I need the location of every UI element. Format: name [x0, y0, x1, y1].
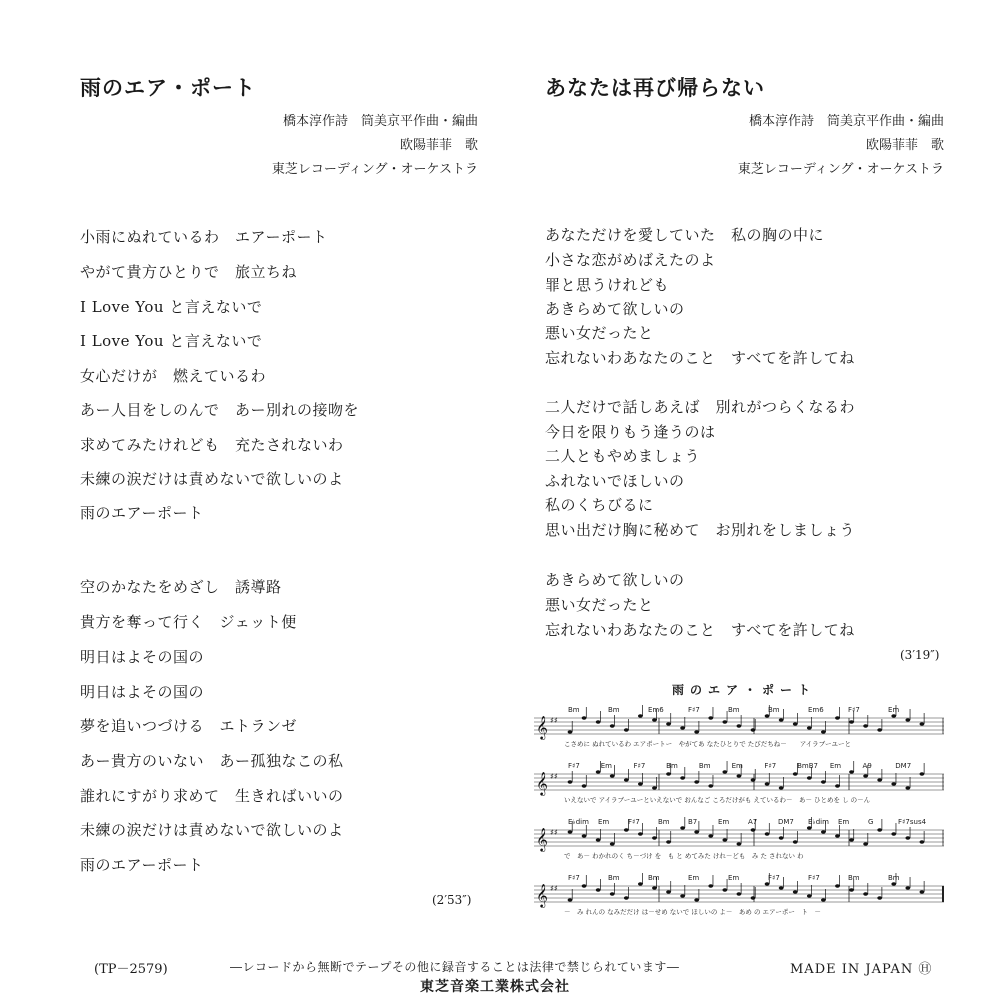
note-head	[694, 780, 699, 783]
lyric-line: 空のかなたをめざし 誘導路	[80, 578, 282, 596]
key-signature: ♯♯	[550, 884, 558, 893]
note-head	[582, 784, 587, 787]
right-credit-writers: 橋本淳作詩 筒美京平作曲・編曲	[748, 114, 944, 129]
note-head	[905, 886, 910, 889]
key-signature: ♯♯	[550, 772, 558, 781]
key-signature: ♯♯	[550, 828, 558, 837]
note-head	[596, 770, 601, 773]
note-head	[708, 716, 713, 719]
note-head	[694, 898, 699, 901]
note-head	[807, 826, 812, 829]
lyric-line: あー貴方のいない あー孤独なこの私	[80, 752, 344, 770]
lyric-line: あきらめて欲しいの	[545, 300, 685, 318]
note-head	[779, 836, 784, 839]
chord-symbol: A9	[862, 762, 872, 770]
chord-symbol: F♯7	[764, 762, 777, 770]
note-head	[751, 896, 756, 899]
note-head	[779, 786, 784, 789]
note-head	[920, 772, 925, 775]
lyric-line: ふれないでほしいの	[545, 472, 685, 490]
note-head	[920, 890, 925, 893]
made-in-japan: MADE IN JAPAN Ⓗ	[790, 962, 933, 977]
lyric-line: 誰れにすがり求めて 生きればいいの	[80, 787, 344, 805]
note-head	[680, 726, 685, 729]
note-head	[708, 884, 713, 887]
lyric-line: あー人目をしのんで あー別れの接吻を	[80, 401, 360, 419]
score-lyric: － み れんの なみだだけ は－せめ ないで ほしいの よ－ あめ の エアーポー ト －	[564, 908, 821, 916]
lyric-line: 二人ともやめましょう	[545, 447, 701, 465]
lyric-line: 夢を追いつづける エトランゼ	[80, 717, 298, 735]
chord-symbol: BmB7	[797, 762, 818, 770]
lyric-line: I Love You と言えないで	[80, 332, 263, 350]
catalog-number: (TP－2579)	[94, 962, 168, 977]
note-head	[821, 730, 826, 733]
chord-symbol: F♯7	[568, 762, 580, 770]
chord-symbol: F♯7	[633, 762, 646, 770]
chord-symbol: A7	[748, 818, 758, 826]
note-head	[905, 836, 910, 839]
note-head	[680, 826, 685, 829]
lyric-line: やがて貴方ひとりで 旅立ちね	[80, 263, 298, 281]
note-head	[905, 786, 910, 789]
lyric-line: 忘れないわあなたのこと すべてを許してね	[545, 349, 855, 367]
note-head	[835, 784, 840, 787]
chord-symbol: Bm	[608, 874, 620, 882]
note-head	[891, 714, 896, 717]
note-head	[708, 784, 713, 787]
chord-symbol: F♯7	[808, 874, 820, 882]
lyric-line: 忘れないわあなたのこと すべてを許してね	[545, 621, 855, 639]
chord-symbol: F♯7	[568, 874, 580, 882]
note-head	[582, 716, 587, 719]
chord-symbol: B7	[688, 818, 698, 826]
chord-symbol: Bm	[568, 706, 580, 714]
note-head	[722, 888, 727, 891]
chord-symbol: Em	[728, 874, 740, 882]
note-head	[793, 722, 798, 725]
note-head	[891, 882, 896, 885]
note-head	[680, 776, 685, 779]
chord-symbol: Em	[598, 818, 610, 826]
lyric-line: 未練の涙だけは責めないで欲しいのよ	[80, 821, 344, 839]
note-head	[793, 890, 798, 893]
note-head	[821, 780, 826, 783]
note-head	[624, 778, 629, 781]
note-head	[652, 718, 657, 721]
note-head	[765, 782, 770, 785]
note-head	[863, 892, 868, 895]
chord-symbol: Em	[718, 818, 730, 826]
note-head	[737, 892, 742, 895]
note-head	[835, 834, 840, 837]
note-head	[722, 838, 727, 841]
chord-symbol: Bm	[666, 762, 678, 770]
note-head	[807, 776, 812, 779]
left-credit-singer: 欧陽菲菲 歌	[399, 138, 478, 153]
chord-symbol: Em	[888, 706, 900, 714]
score-lyric: で あ－ わかれのく ち－づけ を も と めてみた けれ－ども み た されない わ	[564, 852, 804, 860]
note-head	[751, 828, 756, 831]
treble-clef-icon: 𝄞	[536, 827, 548, 851]
note-head	[891, 832, 896, 835]
note-head	[596, 888, 601, 891]
lyric-line: 思い出だけ胸に秘めて お別れをしましょう	[545, 521, 856, 539]
note-head	[877, 828, 882, 831]
note-head	[835, 716, 840, 719]
note-head	[765, 882, 770, 885]
note-head	[835, 884, 840, 887]
chord-symbol: Bm	[848, 874, 860, 882]
note-head	[624, 896, 629, 899]
right-song-title: あなたは再び帰らない	[545, 75, 765, 100]
lyric-line: I Love You と言えないで	[80, 298, 263, 316]
chord-symbol: E♭dim	[808, 818, 829, 826]
note-head	[849, 720, 854, 723]
chord-symbol: F♯7	[628, 818, 640, 826]
treble-clef-icon: 𝄞	[536, 771, 548, 795]
note-head	[793, 772, 798, 775]
note-head	[694, 730, 699, 733]
note-head	[821, 830, 826, 833]
left-credit-orchestra: 東芝レコーディング・オーケストラ	[271, 162, 478, 177]
note-head	[666, 722, 671, 725]
chord-symbol: Em	[688, 874, 700, 882]
note-head	[610, 892, 615, 895]
lyric-line: 罪と思うけれども	[545, 276, 670, 294]
note-head	[765, 832, 770, 835]
note-head	[708, 834, 713, 837]
chord-symbol: Em	[829, 762, 842, 770]
chord-symbol: E♭dim	[568, 818, 589, 826]
key-signature: ♯♯	[550, 716, 558, 725]
note-head	[652, 886, 657, 889]
chord-symbol: F♯7	[768, 874, 780, 882]
lyric-line: 小さな恋がめばえたのよ	[545, 251, 716, 269]
lyric-line: 悪い女だったと	[545, 596, 654, 614]
note-head	[596, 838, 601, 841]
chord-symbol: G	[868, 818, 874, 826]
note-head	[610, 842, 615, 845]
note-head	[596, 720, 601, 723]
note-head	[610, 724, 615, 727]
lyric-line: 私のくちびるに	[545, 496, 654, 514]
left-duration: (2′53″)	[432, 893, 472, 907]
chord-symbol: Bm	[768, 706, 780, 714]
chord-symbol: Bm	[698, 762, 711, 770]
note-head	[624, 728, 629, 731]
lyric-line: 未練の涙だけは責めないで欲しいのよ	[80, 470, 344, 488]
score-lyric: こさめに ぬれているわ エアポートー やがてあ なたひとりで たびだちね－ アイラブーユーと	[564, 740, 851, 748]
lyric-line: 明日はよその国の	[80, 648, 205, 666]
note-head	[849, 888, 854, 891]
note-head	[779, 718, 784, 721]
note-head	[666, 890, 671, 893]
chord-symbol: Em6	[648, 706, 664, 714]
note-head	[638, 882, 643, 885]
music-score	[530, 700, 950, 925]
score-title: 雨のエア・ポート	[672, 683, 817, 697]
note-head	[821, 898, 826, 901]
chord-symbol: F♯7	[688, 706, 700, 714]
note-head	[722, 770, 727, 773]
note-head	[722, 720, 727, 723]
chord-symbol: Bm	[728, 706, 740, 714]
note-head	[638, 832, 643, 835]
note-head	[666, 840, 671, 843]
note-head	[737, 774, 742, 777]
note-head	[877, 778, 882, 781]
lyric-line: 雨のエアーポート	[80, 856, 204, 874]
note-head	[807, 894, 812, 897]
chord-symbol: Em	[838, 818, 850, 826]
lyric-line: 二人だけで話しあえば 別れがつらくなるわ	[545, 398, 856, 416]
note-head	[793, 840, 798, 843]
note-head	[920, 840, 925, 843]
note-head	[582, 834, 587, 837]
right-duration: (3′19″)	[900, 648, 940, 662]
note-head	[751, 778, 756, 781]
lyric-line: 今日を限りもう逢うのは	[545, 423, 716, 441]
note-head	[638, 714, 643, 717]
chord-symbol: DM7	[895, 762, 912, 770]
note-head	[568, 830, 573, 833]
chord-symbol: Bm	[888, 874, 900, 882]
note-head	[568, 730, 573, 733]
note-head	[765, 714, 770, 717]
right-credit-singer: 欧陽菲菲 歌	[865, 138, 944, 153]
note-head	[807, 726, 812, 729]
chord-symbol: Bm	[648, 874, 660, 882]
note-head	[863, 842, 868, 845]
note-head	[582, 884, 587, 887]
chord-symbol: DM7	[778, 818, 794, 826]
note-head	[568, 780, 573, 783]
note-head	[737, 724, 742, 727]
note-head	[652, 836, 657, 839]
company-name: 東芝音楽工業株式会社	[420, 979, 570, 995]
copyright-notice: ―レコードから無断でテープその他に録音することは法律で禁じられています―	[230, 960, 680, 974]
note-head	[920, 722, 925, 725]
chord-symbol: Em	[600, 762, 612, 770]
chord-symbol: Bm	[658, 818, 670, 826]
treble-clef-icon: 𝄞	[536, 883, 548, 907]
lyric-line: 明日はよその国の	[80, 683, 205, 701]
chord-symbol: Em6	[808, 706, 824, 714]
note-head	[849, 838, 854, 841]
note-head	[652, 786, 657, 789]
chord-symbol: F♯7	[848, 706, 860, 714]
note-head	[624, 828, 629, 831]
chord-symbol: Bm	[608, 706, 620, 714]
left-credit-writers: 橋本淳作詩 筒美京平作曲・編曲	[282, 114, 478, 129]
note-head	[877, 896, 882, 899]
note-head	[849, 770, 854, 773]
note-head	[568, 898, 573, 901]
note-head	[891, 782, 896, 785]
note-head	[680, 894, 685, 897]
lyric-line: 雨のエアーポート	[80, 504, 204, 522]
note-head	[737, 842, 742, 845]
note-head	[877, 728, 882, 731]
note-head	[751, 728, 756, 731]
note-head	[638, 782, 643, 785]
note-head	[610, 774, 615, 777]
lyric-line: 貴方を奪って行く ジェット便	[80, 613, 297, 631]
chord-symbol: Em	[731, 762, 743, 770]
right-credit-orchestra: 東芝レコーディング・オーケストラ	[737, 162, 944, 177]
score-lyric: いえないで アイラブーユーといえないで おんなご ころだけがも えているわ－ あ－ ひとめを し の－ん	[564, 796, 871, 804]
note-head	[863, 724, 868, 727]
left-song-title: 雨のエア・ポート	[80, 75, 256, 100]
lyric-line: 小雨にぬれているわ エアーポート	[80, 228, 328, 246]
treble-clef-icon: 𝄞	[536, 715, 548, 739]
lyric-line: 女心だけが 燃えているわ	[80, 367, 267, 385]
lyric-line: 求めてみたけれども 充たされないわ	[80, 436, 344, 454]
note-head	[694, 830, 699, 833]
lyric-line: あなただけを愛していた 私の胸の中に	[545, 226, 825, 244]
note-head	[779, 886, 784, 889]
note-head	[666, 772, 671, 775]
note-head	[905, 718, 910, 721]
lyric-line: 悪い女だったと	[545, 324, 654, 342]
lyric-line: あきらめて欲しいの	[545, 571, 685, 589]
note-head	[863, 774, 868, 777]
chord-symbol: F♯7sus4	[898, 818, 927, 826]
